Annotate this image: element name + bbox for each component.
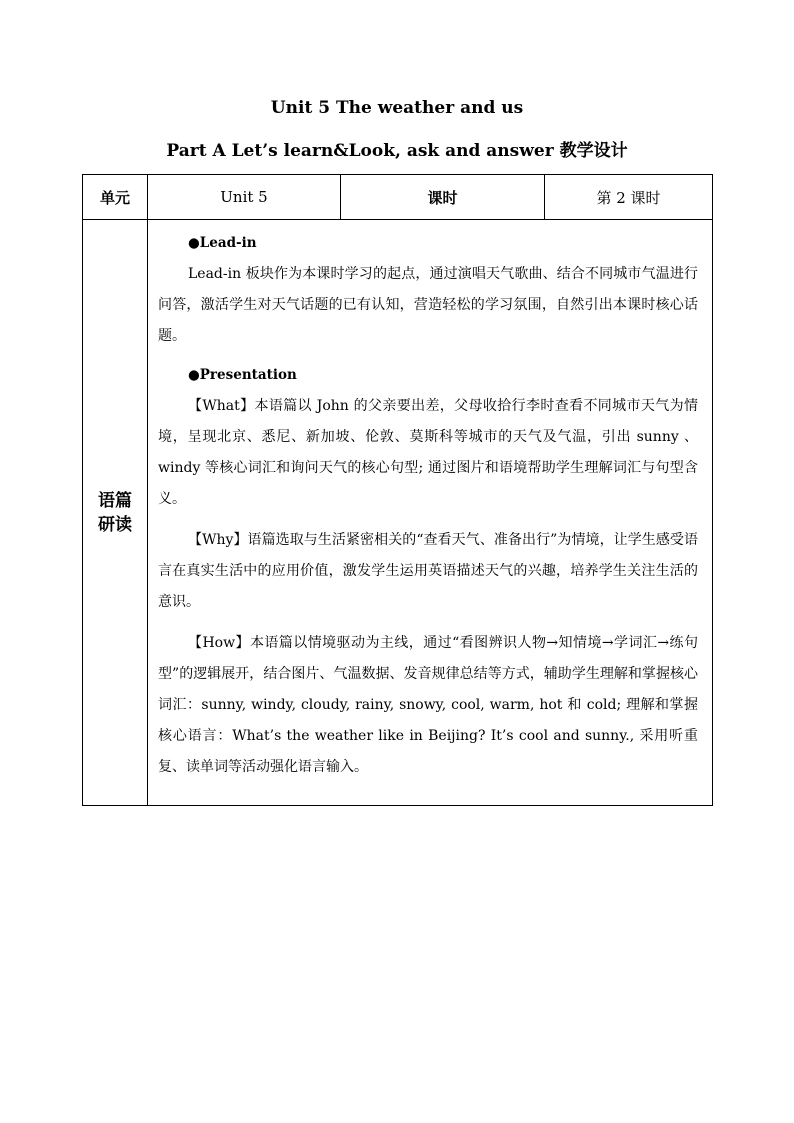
document-subtitle: Part A Let’s learn&Look, ask and answer 教学设计 [166,141,628,161]
presentation-heading: ●Presentation [188,367,297,383]
what-paragraph: 【What】本语篇以 John 的父亲要出差，父母收拾行李时查看不同城市天气为情境，呈现北京、悉尼、新加坡、伦敦、莫斯科等城市的天气及气温，引出 sunny 、windy 等核心词汇和询问天气的核心句型; 通过图片和语境帮助学生理解词汇与句型含义。 [158,398,698,507]
side-label-line2: 研读 [98,514,132,535]
period-label: 课时 [341,175,545,220]
text-analysis-label [83,220,148,806]
leadin-paragraph: Lead-in 板块作为本课时学习的起点，通过演唱天气歌曲、结合不同城市气温进行问答，激活学生对天气话题的已有认知，营造轻松的学习氛围，自然引出本课时核心话题。 [158,266,698,344]
why-paragraph: 【Why】语篇选取与生活紧密相关的“查看天气、准备出行”为情境，让学生感受语言在真实生活中的应用价值，激发学生运用英语描述天气的兴趣，培养学生关注生活的意识。 [158,532,698,610]
period-value: 第 2 课时 [545,175,713,220]
text-analysis-content [148,220,713,806]
text-analysis-row [83,220,713,806]
how-paragraph: 【How】本语篇以情境驱动为主线，通过“看图辨识人物→知情境→学词汇→练句型”的逻辑展开，结合图片、气温数据、发音规律总结等方式，辅助学生理解和掌握核心词汇：sunny, windy, cloudy, rainy, snowy, cool, warm, hot 和 cold; 理解和掌握核心语言：What’s the weather like in Beijing? It’s cool and sunny., 采用听重复、读单词等活动强化语言输入。 [158,635,698,775]
side-label-line1: 语篇 [98,490,132,511]
leadin-heading: ●Lead-in [188,235,257,251]
table-header-row [83,175,713,220]
lesson-design-table [82,174,713,806]
unit-value: Unit 5 [148,175,341,220]
unit-label: 单元 [83,175,148,220]
document-title: Unit 5 The weather and us [270,98,524,118]
